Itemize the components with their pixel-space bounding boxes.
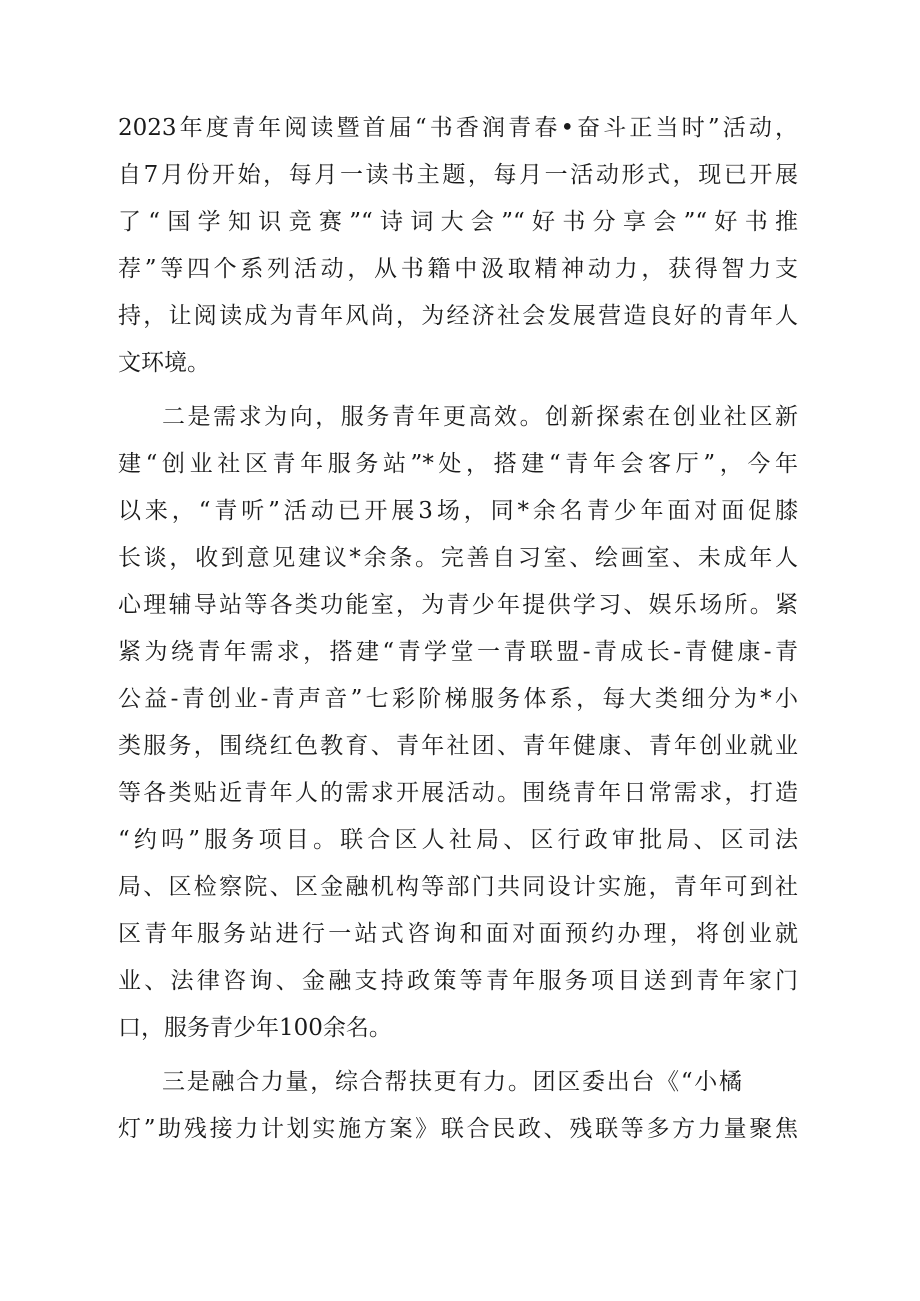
text-line: 荐”等四个系列活动，从书籍中汲取精神动力，获得智力支 (118, 256, 798, 282)
text-line: “约吗”服务项目。联合区人社局、区行政审批局、区司法 (118, 827, 798, 853)
text-line: 文环境。 (118, 350, 210, 376)
text-line: 三是融合力量，综合帮扶更有力。团区委出台《“小橘 (162, 1069, 742, 1095)
text-line: 紧为绕青年需求，搭建“青学堂一青联盟-青成长-青健康-青 (118, 639, 798, 665)
text-line: 业、法律咨询、金融支持政策等青年服务项目送到青年家门 (118, 968, 798, 994)
text-line: 心理辅导站等各类功能室，为青少年提供学习、娱乐场所。紧 (118, 592, 798, 618)
text-line: 持，让阅读成为青年风尚，为经济社会发展营造良好的青年人 (118, 303, 798, 329)
text-line: 2023年度青年阅读暨首届“书香润青春•奋斗正当时”活动， (118, 115, 798, 141)
text-line: 局、区检察院、区金融机构等部门共同设计实施，青年可到社 (118, 874, 798, 900)
text-line: 自7月份开始，每月一读书主题，每月一活动形式，现已开展 (118, 162, 798, 188)
text-line: 等各类贴近青年人的需求开展活动。围绕青年日常需求，打造 (118, 780, 798, 806)
text-line: 长谈，收到意见建议*余条。完善自习室、绘画室、未成年人 (118, 545, 798, 571)
text-line: 口，服务青少年100余名。 (118, 1015, 392, 1041)
text-line: 区青年服务站进行一站式咨询和面对面预约办理，将创业就 (118, 921, 798, 947)
text-line: 了“国学知识竞赛”“诗词大会”“好书分享会”“好书推 (118, 209, 798, 235)
text-line: 公益-青创业-青声音”七彩阶梯服务体系，每大类细分为*小 (118, 686, 798, 712)
text-line: 类服务，围绕红色教育、青年社团、青年健康、青年创业就业 (118, 733, 798, 759)
text-line: 以来，“青听”活动已开展3场，同*余名青少年面对面促膝 (118, 498, 798, 524)
text-line: 二是需求为向，服务青年更高效。创新探索在创业社区新 (162, 404, 798, 430)
text-line: 灯”助残接力计划实施方案》联合民政、残联等多方力量聚焦 (118, 1116, 798, 1142)
text-line: 建“创业社区青年服务站”*处，搭建“青年会客厅”，今年 (118, 451, 798, 477)
